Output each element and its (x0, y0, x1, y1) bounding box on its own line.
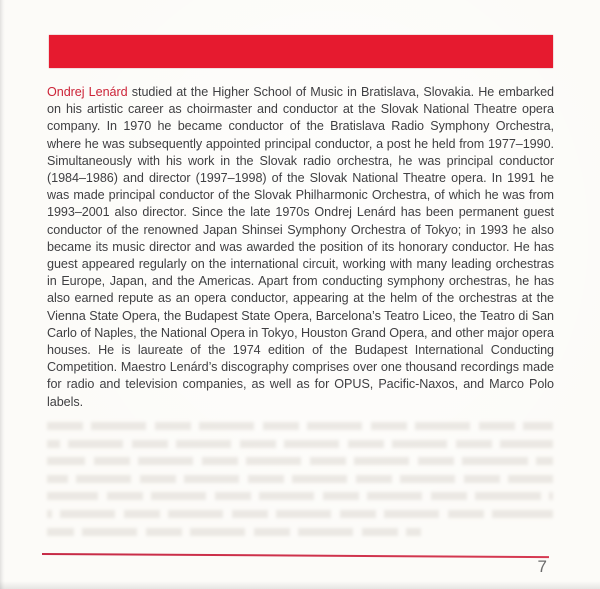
artist-name: Ondrej Lenárd (47, 85, 128, 99)
ghost-text-line (47, 440, 553, 448)
ghost-text-line (47, 475, 553, 483)
ghost-text-line (47, 422, 553, 430)
reverse-page-showthrough (47, 422, 553, 545)
footer-rule (42, 553, 549, 558)
ghost-text-line (47, 457, 553, 465)
ghost-text-line (47, 510, 553, 518)
ghost-text-line (47, 492, 553, 500)
page-number: 7 (537, 557, 547, 576)
ghost-text-line (47, 528, 421, 536)
artist-biography (47, 84, 554, 411)
scan-edge-bottom (0, 581, 600, 589)
header-band (49, 35, 553, 68)
scan-edge-left (0, 0, 5, 589)
biography-text: studied at the Higher School of Music in Bratislava, Slovakia. He embarked on his artistic career as choirmaster and conductor at the Slovak National Theatre opera company. In 1970 he became conductor of the Bratislava Radio Symphony Orchestra, where he was subsequently appointed principal conductor, a post he held from 1977–1990. Simultaneously with his work in the Slovak radio orchestra, he was principal conductor (1984–1986) and director (1997–1998) of the Slovak National Theatre opera. In 1991 he was made principal conductor of the Slovak Philharmonic Orchestra, of which he was from 1993–2001 also director. Since the late 1970s Ondrej Lenárd has been permanent guest conductor of the renowned Japan Shinsei Symphony Orchestra of Tokyo; in 1993 he also became its music director and was awarded the position of its honorary conductor. He has guest appeared regularly on the international circuit, working with many leading orchestras in Europe, Japan, and the Americas. Apart from conducting symphony orchestras, he has also earned repute as an opera conductor, appearing at the helm of the orchestras at the Vienna State Opera, the Budapest State Opera, Barcelona’s Teatro Liceo, the Teatro di San Carlo of Naples, the National Opera in Tokyo, Houston Grand Opera, and other major opera houses. He is laureate of the 1974 edition of the Budapest International Conducting Competition. Maestro Lenárd’s discography comprises over one thousand recordings made for radio and television companies, as well as for OPUS, Pacific-Naxos, and Marco Polo labels. (47, 85, 554, 409)
